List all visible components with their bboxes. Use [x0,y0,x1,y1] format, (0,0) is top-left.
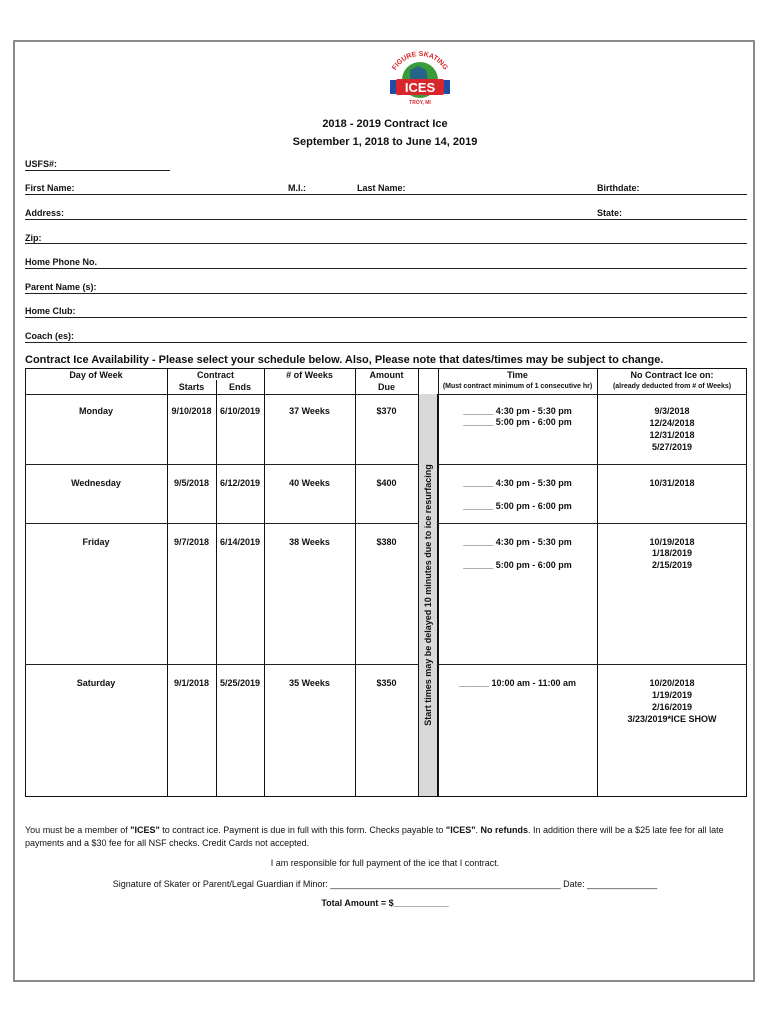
resurfacing-note: Start times may be delayed 10 minutes due to ice resurfacing [423,464,433,726]
header-time: Time [507,370,528,380]
zip-label: Zip: [25,233,42,243]
row-ends: 6/10/2019 [219,406,261,416]
row-starts: 9/5/2018 [173,478,210,488]
row-ends: 5/25/2019 [219,678,261,688]
ices-figure-skating-logo [382,50,458,108]
parent-name-line[interactable] [25,293,747,294]
row-amount: $370 [376,406,397,416]
time-option[interactable]: ______ 5:00 pm - 6:00 pm [463,417,572,427]
no-ice-date: 12/24/2018 [649,418,695,428]
row-ends: 6/14/2019 [219,537,261,547]
time-option[interactable]: ______ 5:00 pm - 6:00 pm [463,560,572,570]
birthdate-label: Birthdate: [597,183,640,193]
header-due: Due [377,382,395,392]
time-option[interactable]: ______ 10:00 am - 11:00 am [458,678,577,688]
availability-title: Contract Ice Availability - Please select your schedule below. Also, Please note that dates/times may be subject to change. [25,354,664,366]
time-option[interactable]: ______ 4:30 pm - 5:30 pm [463,406,572,416]
row-day: Wednesday [71,478,121,488]
no-ice-date: 3/23/2019*ICE SHOW [627,714,717,724]
usfs-line[interactable] [25,170,170,171]
logo-main-text: ICES [404,80,436,95]
parent-name-label: Parent Name (s): [25,282,97,292]
row-starts: 9/7/2018 [173,537,210,547]
state-label: State: [597,208,623,218]
header-time-note: (Must contract minimum of 1 consecutive hr) [442,383,593,390]
row-divider [438,464,747,465]
header-no-contract-note: (already deducted from # of Weeks) [612,383,732,390]
last-name-label: Last Name: [357,183,406,193]
no-ice-date: 10/20/2018 [649,678,695,688]
header-ends: Ends [228,382,251,392]
header-amount: Amount [369,370,404,380]
no-ice-date: 12/31/2018 [649,430,695,440]
row-weeks: 37 Weeks [289,406,330,416]
responsibility-statement: I am responsible for full payment of the ice that I contract. [270,858,500,868]
header-divider [25,394,747,395]
no-ice-date: 2/16/2019 [651,702,693,712]
home-club-label: Home Club: [25,306,76,316]
coach-label: Coach (es): [25,331,75,341]
row-divider [25,664,418,665]
no-ice-date: 10/31/2018 [649,478,695,488]
row-weeks: 35 Weeks [289,678,330,688]
row-day: Saturday [76,678,116,688]
col-divider [264,368,265,797]
no-ice-date: 9/3/2018 [654,406,690,416]
home-club-line[interactable] [25,317,747,318]
row-weeks: 40 Weeks [289,478,330,488]
header-weeks: # of Weeks [286,370,333,380]
no-ice-date: 2/15/2019 [651,560,693,570]
header-no-contract: No Contract Ice on: [630,370,714,380]
row-starts: 9/1/2018 [173,678,210,688]
no-ice-date: 1/18/2019 [651,548,693,558]
header-day: Day of Week [69,370,123,380]
row-divider [438,664,747,665]
row-starts: 9/10/2018 [171,406,212,416]
logo-top-text: FIGURE SKATING [391,50,449,72]
header-starts: Starts [178,382,205,392]
row-divider [438,523,747,524]
row-amount: $380 [376,537,397,547]
name-line[interactable] [25,194,747,195]
form-title: 2018 - 2019 Contract Ice [322,118,448,130]
form-dates: September 1, 2018 to June 14, 2019 [292,136,478,148]
time-option[interactable]: ______ 5:00 pm - 6:00 pm [463,501,572,511]
no-ice-date: 10/19/2018 [649,537,695,547]
usfs-label: USFS#: [25,159,58,169]
row-divider [25,464,418,465]
row-day: Friday [82,537,110,547]
home-phone-line[interactable] [25,268,747,269]
col-divider [167,368,168,797]
row-weeks: 38 Weeks [289,537,330,547]
time-option[interactable]: ______ 4:30 pm - 5:30 pm [463,478,572,488]
no-ice-date: 5/27/2019 [651,442,693,452]
no-ice-date: 1/19/2019 [651,690,693,700]
mi-label: M.I.: [288,183,306,193]
coach-line[interactable] [25,342,747,343]
col-divider [355,368,356,797]
row-day: Monday [78,406,113,416]
logo-bottom-text: TROY, MI [409,100,431,106]
signature-line[interactable]: Signature of Skater or Parent/Legal Guardian if Minor: ______________________________________________ Date: ______________ [112,879,658,889]
row-divider [25,523,418,524]
address-label: Address: [25,208,65,218]
total-amount[interactable]: Total Amount = $___________ [321,898,449,908]
address-line[interactable] [25,219,747,220]
zip-line[interactable] [25,243,747,244]
terms-paragraph: You must be a member of "ICES" to contract ice. Payment is due in full with this form. Checks payable to "ICES". No refunds. In addition there will be a $25 late fee for all late payments and a $30 fee for all NSF checks. Credit Cards not accepted. [25,825,724,848]
header-contract: Contract [196,370,234,380]
row-amount: $400 [376,478,397,488]
col-divider [438,368,439,797]
home-phone-label: Home Phone No. [25,257,98,267]
time-option[interactable]: ______ 4:30 pm - 5:30 pm [463,537,572,547]
row-amount: $350 [376,678,397,688]
col-divider [216,380,217,797]
row-ends: 6/12/2019 [219,478,261,488]
first-name-label: First Name: [25,183,75,193]
